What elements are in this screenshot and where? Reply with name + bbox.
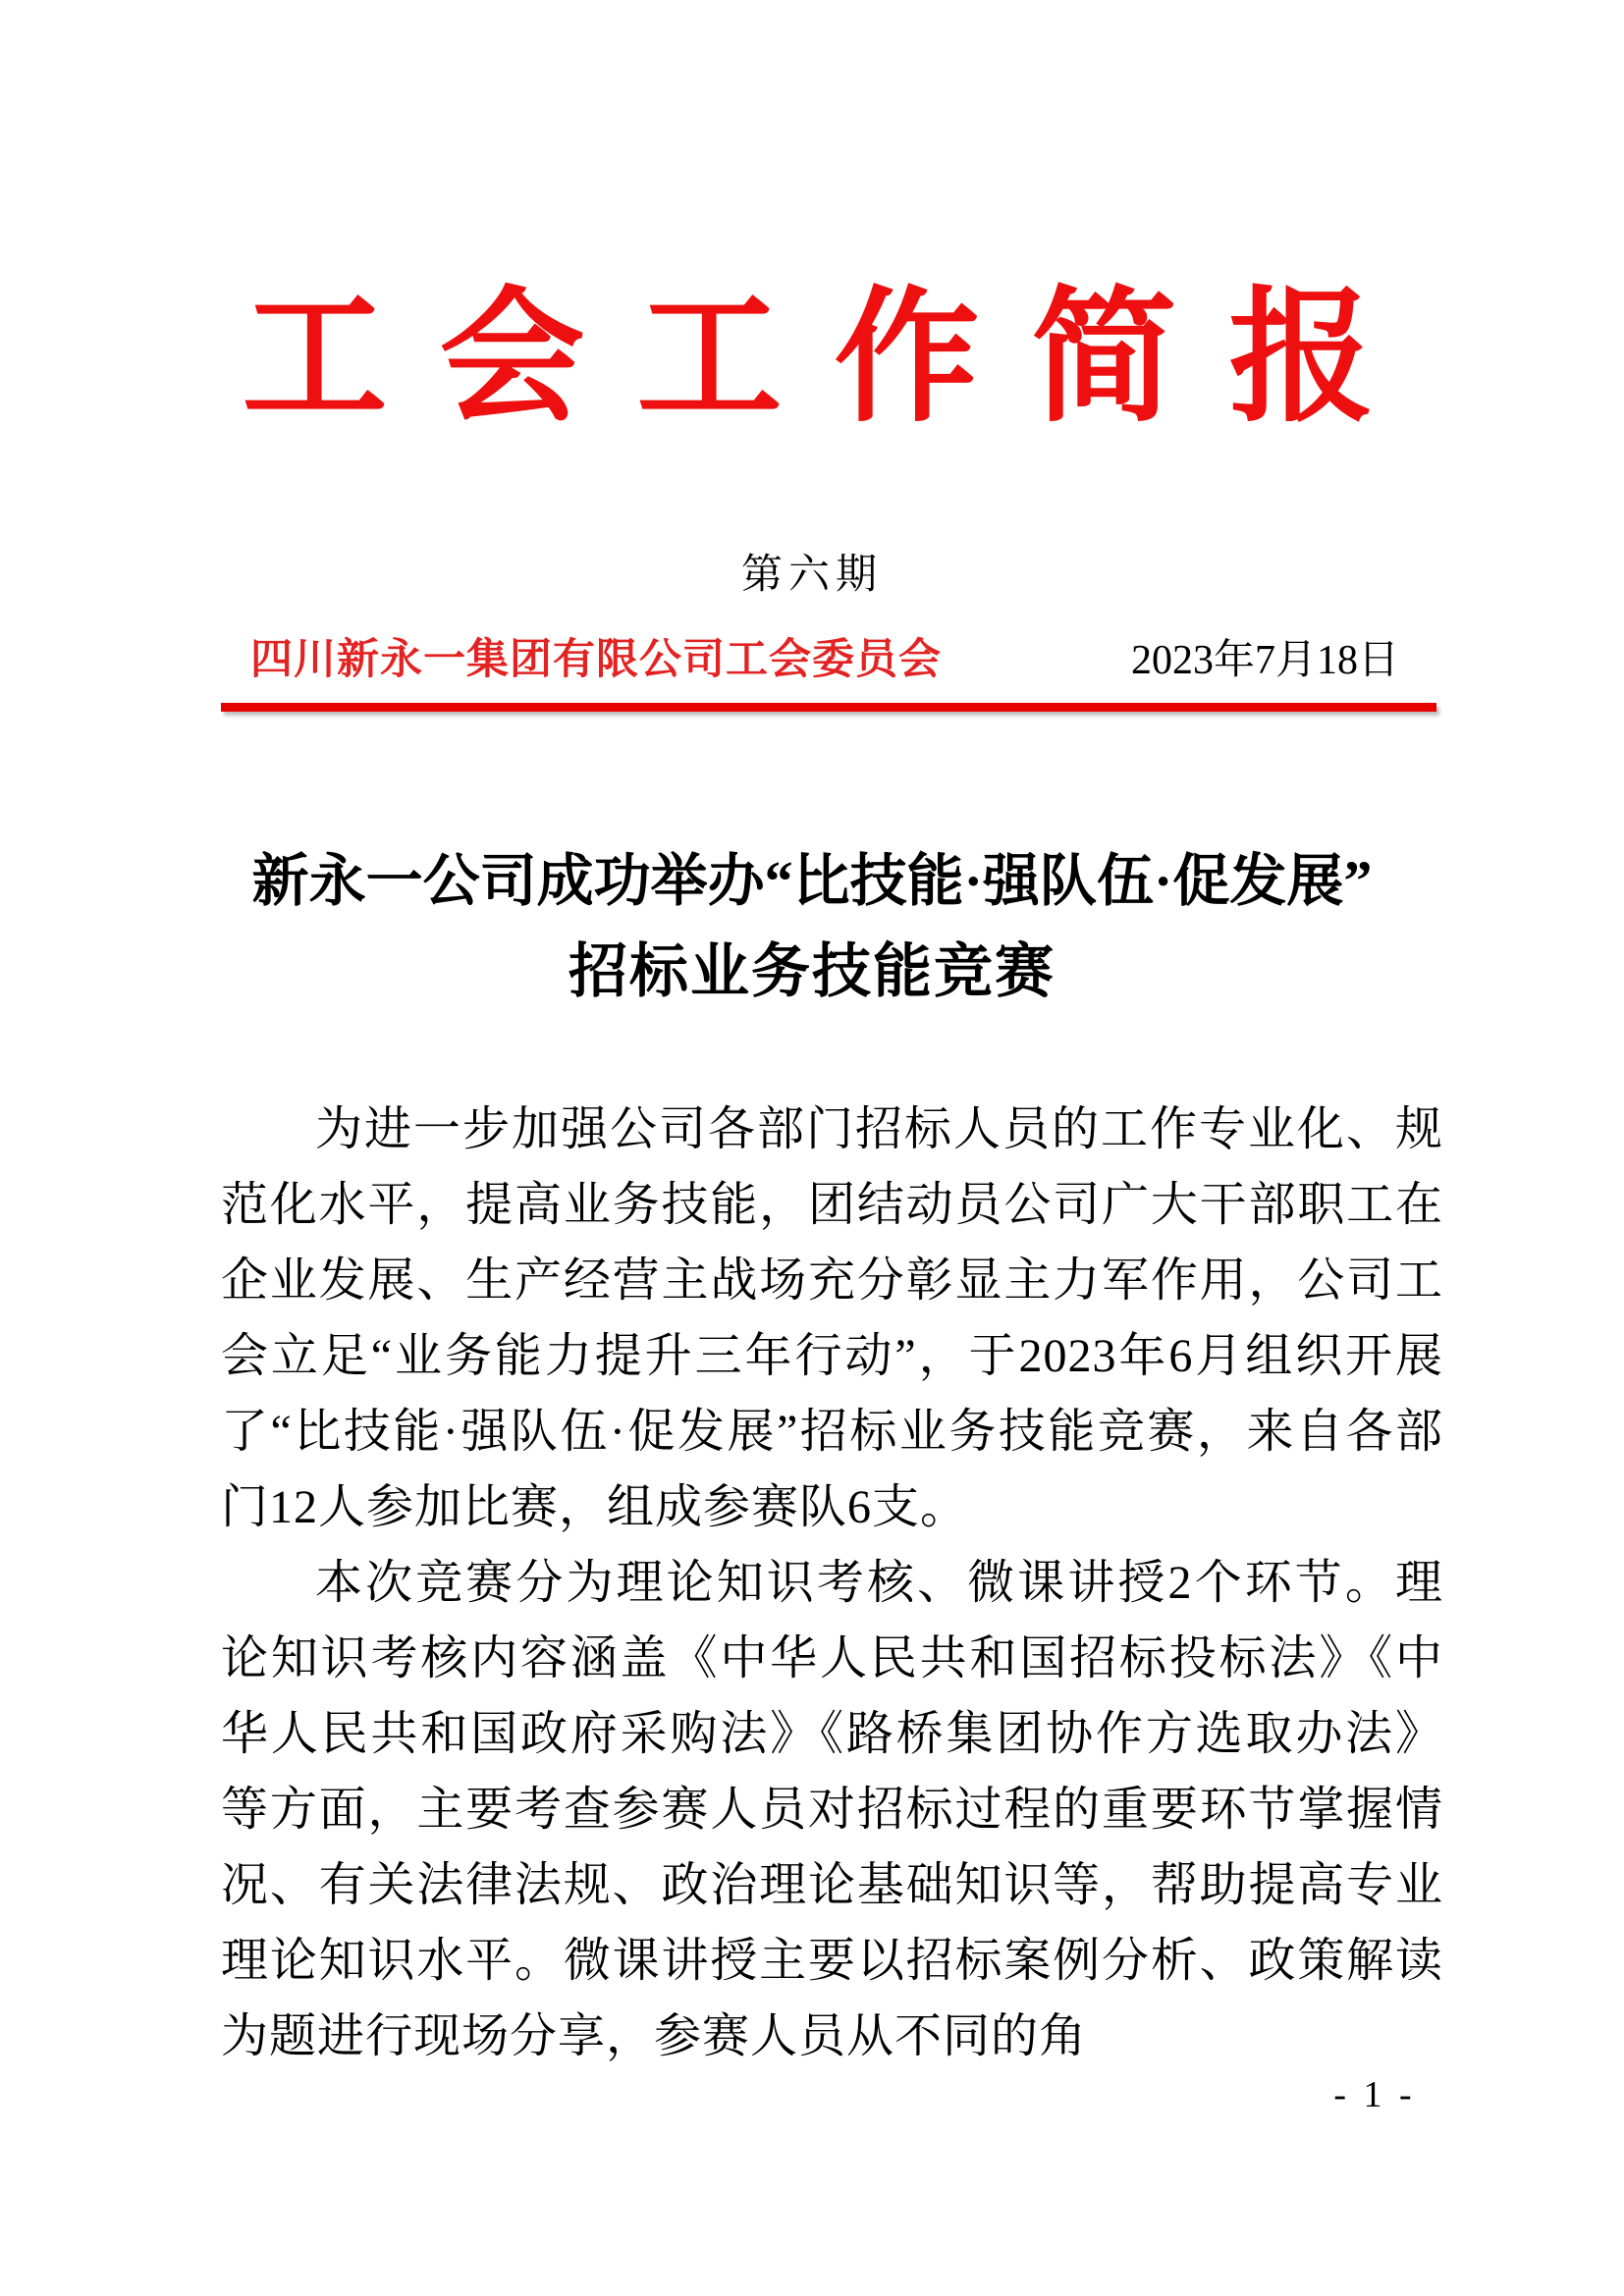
article-title-line1: 新永一公司成功举办“比技能·强队伍·促发展” <box>251 849 1373 913</box>
issue-label: 第六期 <box>740 553 883 598</box>
article-title-line2: 招标业务技能竞赛 <box>568 939 1056 1004</box>
page-number: - 1 - <box>1333 2074 1416 2115</box>
masthead-title: 工 会 工 作 简 报 <box>242 279 1382 440</box>
issue-date: 2023年7月18日 <box>1130 638 1399 683</box>
organization-name: 四川新永一集团有限公司工会委员会 <box>250 637 942 683</box>
article-title <box>0 836 1624 1017</box>
body-paragraph: 本次竞赛分为理论知识考核、微课讲授2个环节。理论知识考核内容涵盖《中华人民共和国招标投标法》《中华人民共和国政府采购法》《路桥集团协作方选取办法》等方面，主要考查参赛人员对招标过程的重要环节掌握情况、有关法律法规、政治理论基础知识等，帮助提高专业理论知识水平。微课讲授主要以招标案例分析、政策解读为题进行现场分享，参赛人员从不同的角 <box>221 1557 1443 2062</box>
article-body <box>221 1092 1443 2074</box>
body-paragraph: 为进一步加强公司各部门招标人员的工作专业化、规范化水平，提高业务技能，团结动员公司广大干部职工在企业发展、生产经营主战场充分彰显主力军作用，公司工会立足“业务能力提升三年行动”，于2023年6月组织开展了“比技能·强队伍·促发展”招标业务技能竞赛，来自各部门12人参加比赛，组成参赛队6支。 <box>221 1103 1443 1533</box>
org-date-row <box>250 626 1399 686</box>
masthead-divider-rule <box>221 703 1436 712</box>
